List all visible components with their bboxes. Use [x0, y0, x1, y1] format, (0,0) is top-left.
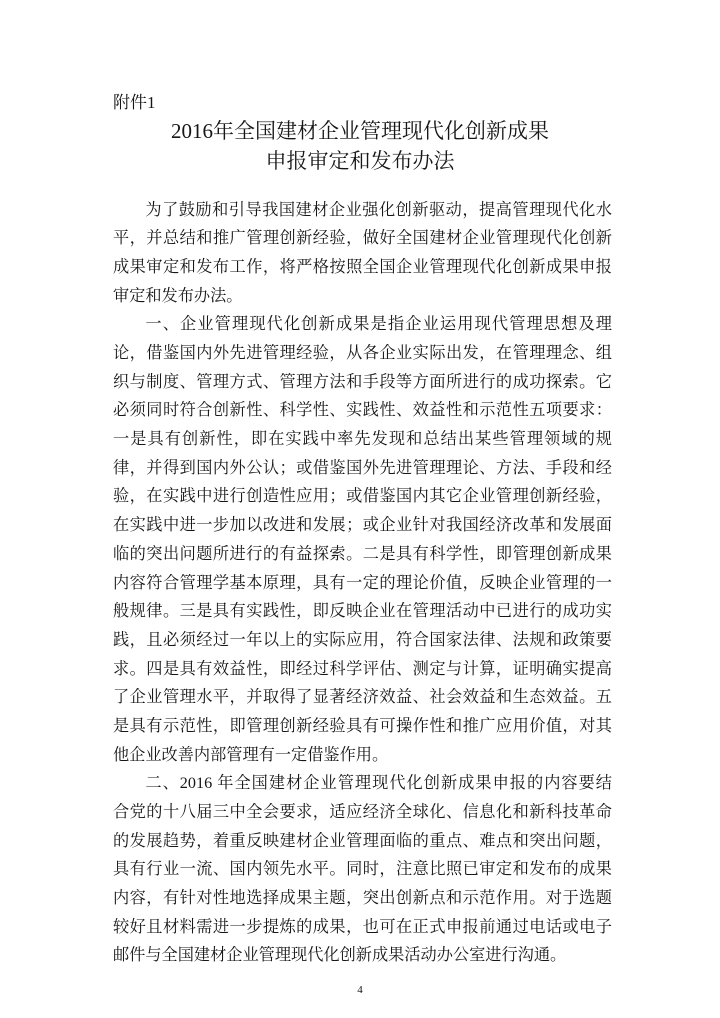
- text-line: 的发展趋势，着重反映建材企业管理面临的重点、难点和突出问题，: [113, 831, 612, 850]
- paragraph-2: [113, 310, 612, 769]
- text-line: 是具有示范性，即管理创新经验具有可操作性和推广应用价值，对其: [113, 716, 612, 735]
- text-line: 二、2016 年全国建材企业管理现代化创新成果申报的内容要结: [145, 774, 612, 793]
- text-line: 律，并得到国内外公认；或借鉴国外先进管理理论、方法、手段和经: [113, 458, 612, 477]
- text-line: 平，并总结和推广管理创新经验，做好全国建材企业管理现代化创新: [113, 229, 612, 248]
- document-title: [0, 116, 720, 176]
- text-line: 了企业管理水平，并取得了显著经济效益、社会效益和生态效益。五: [113, 688, 612, 707]
- text-line: 为了鼓励和引导我国建材企业强化创新驱动，提高管理现代化水: [145, 200, 612, 219]
- text-line: 论，借鉴国内外先进管理经验，从各企业实际出发，在管理理念、组: [113, 344, 612, 363]
- text-line: 一、企业管理现代化创新成果是指企业运用现代管理思想及理: [145, 315, 612, 334]
- text-line: 在实践中进一步加以改进和发展；或企业针对我国经济改革和发展面: [113, 516, 612, 535]
- paragraph-1: [113, 196, 612, 311]
- text-line: 内容，有针对性地选择成果主题，突出创新点和示范作用。对于选题: [113, 889, 612, 908]
- page-number: 4: [357, 984, 363, 996]
- text-line: 临的突出问题所进行的有益探索。二是具有科学性，即管理创新成果: [113, 544, 612, 563]
- text-line: 成果审定和发布工作，将严格按照全国企业管理现代化创新成果申报: [113, 257, 612, 276]
- text-line: 较好且材料需进一步提炼的成果，也可在正式申报前通过电话或电子: [113, 917, 612, 936]
- text-line: 一是具有创新性，即在实践中率先发现和总结出某些管理领域的规: [113, 430, 612, 449]
- text-line: 具有行业一流、国内领先水平。同时，注意比照已审定和发布的成果: [113, 860, 612, 879]
- text-line: 合党的十八届三中全会要求，适应经济全球化、信息化和新科技革命: [113, 803, 612, 822]
- text-line: 求。四是具有效益性，即经过科学评估、测定与计算，证明确实提高: [113, 659, 612, 678]
- text-line: 织与制度、管理方式、管理方法和手段等方面所进行的成功探索。它: [113, 372, 612, 391]
- text-line: 内容符合管理学基本原理，具有一定的理论价值，反映企业管理的一: [113, 573, 612, 592]
- title-line-2: 申报审定和发布办法: [265, 149, 455, 173]
- text-line: 他企业改善内部管理有一定借鉴作用。: [113, 745, 389, 764]
- text-line: 邮件与全国建材企业管理现代化创新成果活动办公室进行沟通。: [113, 946, 567, 965]
- paragraph-3: [113, 769, 612, 970]
- text-line: 必须同时符合创新性、科学性、实践性、效益性和示范性五项要求：: [113, 401, 612, 420]
- document-body: [113, 196, 612, 971]
- attachment-label: 附件1: [113, 93, 156, 112]
- text-line: 践，且必须经过一年以上的实际应用，符合国家法律、法规和政策要: [113, 630, 612, 649]
- text-line: 审定和发布办法。: [113, 286, 243, 305]
- text-line: 验，在实践中进行创造性应用；或借鉴国内其它企业管理创新经验，: [113, 487, 612, 506]
- text-line: 般规律。三是具有实践性，即反映企业在管理活动中已进行的成功实: [113, 602, 612, 621]
- title-line-1: 2016年全国建材企业管理现代化创新成果: [171, 119, 549, 143]
